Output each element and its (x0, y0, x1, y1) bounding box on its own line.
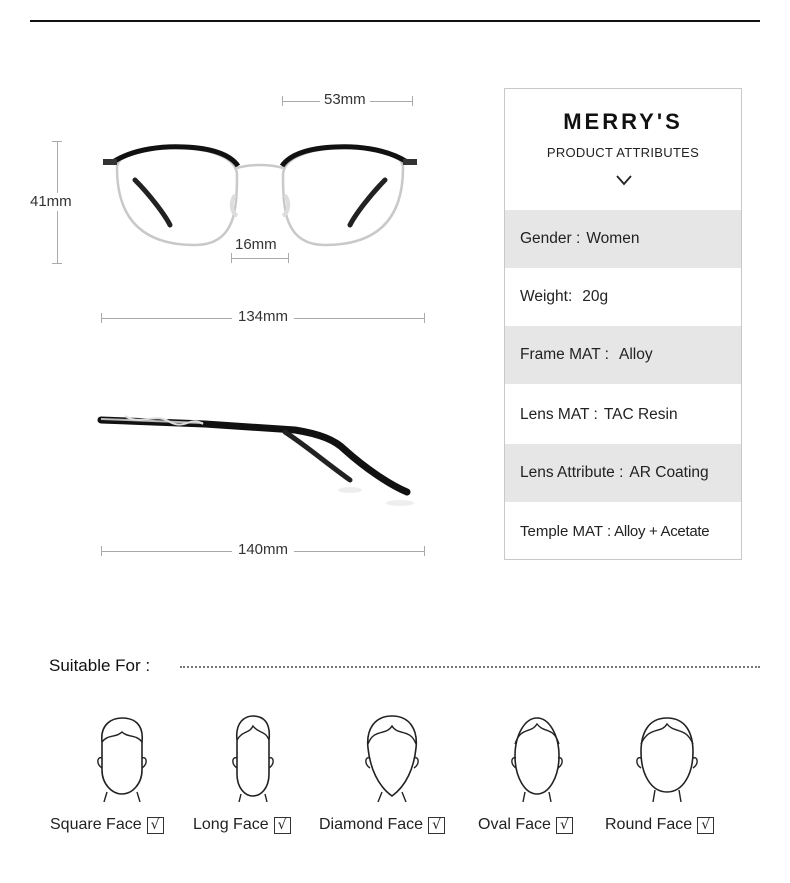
lens-height-tick-top (52, 141, 62, 142)
attr-label: Frame MAT : (520, 346, 609, 363)
dotted-divider (180, 666, 760, 668)
bridge-tick-right (288, 253, 289, 263)
bridge-label: 16mm (235, 236, 277, 253)
glasses-side-view (95, 400, 425, 510)
attr-row-lens-mat (505, 386, 741, 444)
bridge-line (231, 258, 288, 259)
temple-length-tick-right (424, 546, 425, 556)
checkmark-icon: √ (556, 817, 573, 834)
face-label-text: Oval Face (478, 816, 551, 833)
lens-width-tick-left (282, 96, 283, 106)
face-label-oval (478, 816, 573, 834)
product-attributes-panel (504, 88, 742, 560)
temple-length-label: 140mm (232, 541, 294, 559)
lens-width-tick-right (412, 96, 413, 106)
attr-value: 20g (582, 288, 609, 305)
face-label-text: Square Face (50, 816, 142, 833)
attr-row-lens-attribute (505, 444, 741, 502)
face-label-text: Round Face (605, 816, 693, 833)
attr-value: Women (586, 230, 640, 247)
brand-logo: MERRY'S (563, 109, 683, 134)
checkmark-icon: √ (274, 817, 291, 834)
oval-face-icon (497, 712, 577, 802)
suitable-for-heading: Suitable For : (49, 656, 151, 675)
lens-width-label: 53mm (320, 91, 370, 109)
face-label-text: Diamond Face (319, 816, 424, 833)
attr-row-weight (505, 268, 741, 326)
checkmark-icon: √ (428, 817, 445, 834)
face-label-text: Long Face (193, 816, 269, 833)
chevron-down-icon (614, 173, 634, 187)
round-face-icon (627, 712, 707, 802)
face-label-diamond (319, 816, 445, 834)
face-label-round (605, 816, 714, 834)
attr-row-frame-mat (505, 326, 741, 384)
attr-label: Lens Attribute : (520, 464, 624, 481)
face-label-long (193, 816, 291, 834)
attr-value: Alloy (619, 346, 653, 363)
long-face-icon (213, 712, 293, 802)
square-face-icon (82, 712, 162, 802)
panel-subtitle: PRODUCT ATTRIBUTES (546, 145, 700, 160)
attr-value: Alloy + Acetate (614, 522, 710, 540)
attr-row-temple-mat (505, 502, 741, 560)
attr-row-gender (505, 210, 741, 268)
top-divider (30, 20, 760, 22)
lens-height-label: 41mm (26, 193, 76, 211)
temple-length-tick-left (101, 546, 102, 556)
lens-height-tick-bottom (52, 263, 62, 264)
attr-label: Weight: (520, 288, 573, 305)
attr-label: Temple MAT : (520, 522, 612, 540)
frame-width-tick-left (101, 313, 102, 323)
diamond-face-icon (352, 712, 432, 802)
face-label-square (50, 816, 164, 834)
checkmark-icon: √ (697, 817, 714, 834)
frame-width-tick-right (424, 313, 425, 323)
attr-value: AR Coating (629, 464, 709, 481)
attr-label: Gender : (520, 230, 581, 247)
attr-label: Lens MAT : (520, 406, 598, 423)
frame-width-label: 134mm (232, 308, 294, 326)
attr-value: TAC Resin (603, 406, 678, 423)
checkmark-icon: √ (147, 817, 164, 834)
bridge-tick-left (231, 253, 232, 263)
